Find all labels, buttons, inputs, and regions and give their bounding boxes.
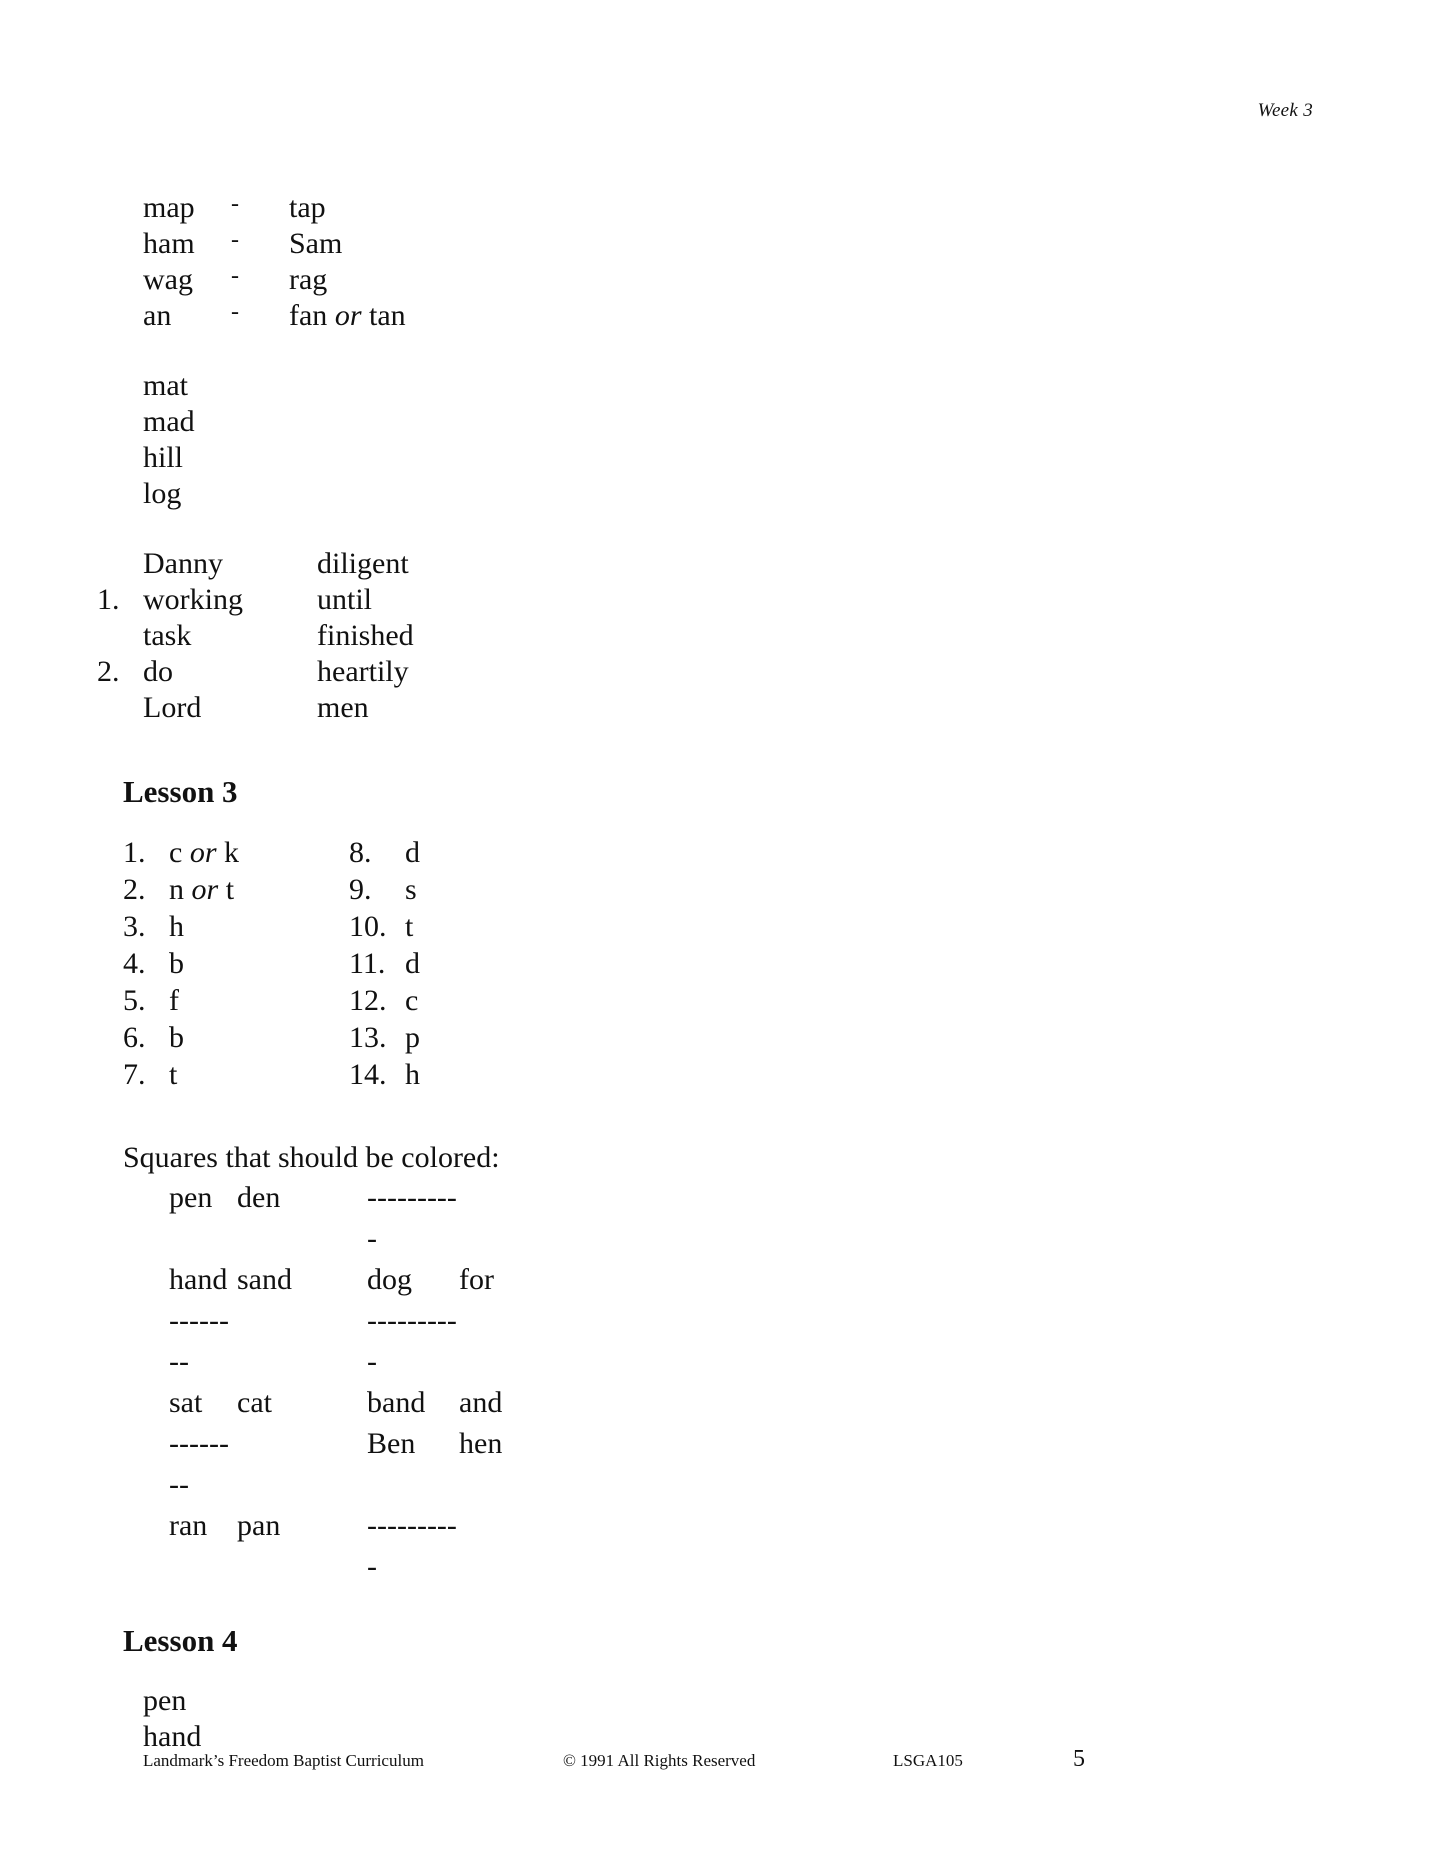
table-row (97, 618, 1243, 654)
lesson-3-answer-list (123, 834, 1243, 1093)
row-word-a: task (143, 619, 192, 652)
word-pair-dash: - (231, 191, 239, 217)
footer-publisher: Landmark’s Freedom Baptist Curriculum (143, 1751, 424, 1770)
lesson-4-word: pen (143, 1684, 187, 1717)
word-pair-left: wag (143, 263, 193, 296)
squares-row (123, 1505, 1243, 1587)
square-cell-b: pan (237, 1509, 281, 1542)
square-cell-d: for (459, 1263, 494, 1296)
footer-code: LSGA105 (893, 1751, 963, 1770)
word-pair-right (289, 298, 1243, 334)
square-cell-d (459, 1505, 1243, 1587)
answer-value-after: t (218, 873, 235, 906)
word-pair-right-before: fan (289, 299, 335, 332)
square-cell-c: dog (367, 1263, 412, 1296)
footer-copyright: © 1991 All Rights Reserved (563, 1751, 756, 1770)
answer-row (123, 908, 1243, 945)
word-pair-right-after: tan (361, 299, 406, 332)
row-number (97, 618, 143, 654)
answer-row (123, 871, 1243, 908)
word-pair-row (143, 226, 1243, 262)
single-word-list (143, 368, 1243, 512)
row-number: 1. (97, 583, 120, 616)
row-number: 2. (97, 655, 120, 688)
row-word-a: Danny (143, 547, 223, 580)
answer-number: 6. (123, 1021, 146, 1054)
square-cell-a: sat (169, 1386, 203, 1419)
word-pair-row (143, 298, 1243, 334)
answer-or: or (191, 873, 219, 906)
answer-number: 1. (123, 836, 146, 869)
answer-number: 7. (123, 1058, 146, 1091)
lesson-3-heading: Lesson 3 (123, 774, 238, 809)
answer-value: h (405, 1058, 420, 1091)
answer-value: b (169, 1021, 184, 1054)
squares-row (123, 1300, 1243, 1382)
word-pair-row (143, 262, 1243, 298)
square-cell-a: ran (169, 1509, 208, 1542)
answer-value: b (169, 947, 184, 980)
answer-number: 8. (349, 836, 372, 869)
square-cell-a: -------- (169, 1304, 229, 1378)
answer-number: 10. (349, 910, 387, 943)
answer-number: 14. (349, 1058, 387, 1091)
table-row (97, 582, 1243, 618)
word-pair-row (143, 190, 1243, 226)
square-cell-b (237, 1423, 367, 1505)
table-row (97, 654, 1243, 690)
answer-value: s (405, 873, 417, 906)
page-header-week: Week 3 (1257, 100, 1313, 121)
word-pair-dash: - (231, 263, 239, 289)
word-pair-right: tap (289, 191, 326, 224)
row-word-b: finished (317, 619, 414, 652)
answer-row (123, 982, 1243, 1019)
row-word-b: until (317, 583, 373, 616)
answer-number: 9. (349, 873, 372, 906)
square-cell-c: ---------- (367, 1181, 457, 1255)
square-cell-c: Ben (367, 1427, 416, 1460)
answer-value: f (169, 984, 179, 1017)
row-word-b: diligent (317, 547, 409, 580)
square-cell-a: pen (169, 1181, 213, 1214)
answer-value: d (405, 947, 420, 980)
squares-grid (123, 1177, 1243, 1587)
word-pair-list (143, 190, 1243, 334)
single-word-item: hill (143, 441, 184, 474)
square-cell-d (459, 1300, 1243, 1382)
squares-row (123, 1259, 1243, 1300)
word-pair-left: ham (143, 227, 195, 260)
answer-number: 5. (123, 984, 146, 1017)
answer-number: 2. (123, 873, 146, 906)
page-footer (143, 1746, 1313, 1773)
answer-number: 11. (349, 947, 386, 980)
square-cell-a: hand (169, 1263, 228, 1296)
square-cell-b: cat (237, 1386, 272, 1419)
square-cell-d: and (459, 1386, 503, 1419)
answer-value-before: n (169, 873, 192, 906)
word-pair-dash: - (231, 227, 239, 253)
word-pair-left: map (143, 191, 195, 224)
page-content (97, 190, 1243, 1755)
answer-value-before: c (169, 836, 190, 869)
square-cell-d: hen (459, 1427, 503, 1460)
answer-or: or (189, 836, 217, 869)
square-cell-c: band (367, 1386, 426, 1419)
single-word-item: mat (143, 369, 188, 402)
word-pair-or: or (334, 299, 362, 332)
answer-value: c (405, 984, 419, 1017)
squares-row (123, 1382, 1243, 1423)
word-pair-right: rag (289, 263, 328, 296)
answer-row (123, 1056, 1243, 1093)
square-cell-c: ---------- (367, 1509, 457, 1583)
answer-value: d (405, 836, 420, 869)
lesson-4-word: hand (143, 1720, 202, 1753)
squares-row (123, 1423, 1243, 1505)
row-word-a: working (143, 583, 243, 616)
answer-number: 4. (123, 947, 146, 980)
row-word-b: heartily (317, 655, 409, 688)
square-cell-b: sand (237, 1263, 292, 1296)
answer-value: t (169, 1058, 178, 1091)
square-cell-b (237, 1300, 367, 1382)
answer-value (169, 834, 349, 871)
squares-row (123, 1177, 1243, 1259)
answer-value (169, 871, 349, 908)
table-row (97, 690, 1243, 726)
word-pair-dash: - (231, 299, 239, 325)
lesson-4-word-list (143, 1683, 1243, 1755)
squares-label: Squares that should be colored: (123, 1141, 500, 1174)
answer-value: h (169, 910, 184, 943)
answer-row (123, 1019, 1243, 1056)
word-pair-right: Sam (289, 227, 343, 260)
answer-row (123, 834, 1243, 871)
square-cell-c: ---------- (367, 1304, 457, 1378)
answer-row (123, 945, 1243, 982)
answer-value: t (405, 910, 414, 943)
square-cell-a: -------- (169, 1427, 229, 1501)
square-cell-b: den (237, 1181, 281, 1214)
answer-number: 12. (349, 984, 387, 1017)
row-word-b: men (317, 691, 369, 724)
row-word-a: Lord (143, 691, 202, 724)
lesson-4-heading: Lesson 4 (123, 1623, 238, 1658)
answer-number: 3. (123, 910, 146, 943)
row-number (97, 546, 143, 582)
word-table (97, 546, 1243, 726)
single-word-item: log (143, 477, 182, 510)
footer-page-number: 5 (1073, 1746, 1085, 1772)
row-word-a: do (143, 655, 173, 688)
single-word-item: mad (143, 405, 195, 438)
answer-value: p (405, 1021, 420, 1054)
row-number (97, 690, 143, 726)
answer-number: 13. (349, 1021, 387, 1054)
square-cell-d (459, 1177, 1243, 1259)
answer-value-after: k (216, 836, 240, 869)
table-row (97, 546, 1243, 582)
word-pair-left: an (143, 299, 172, 332)
